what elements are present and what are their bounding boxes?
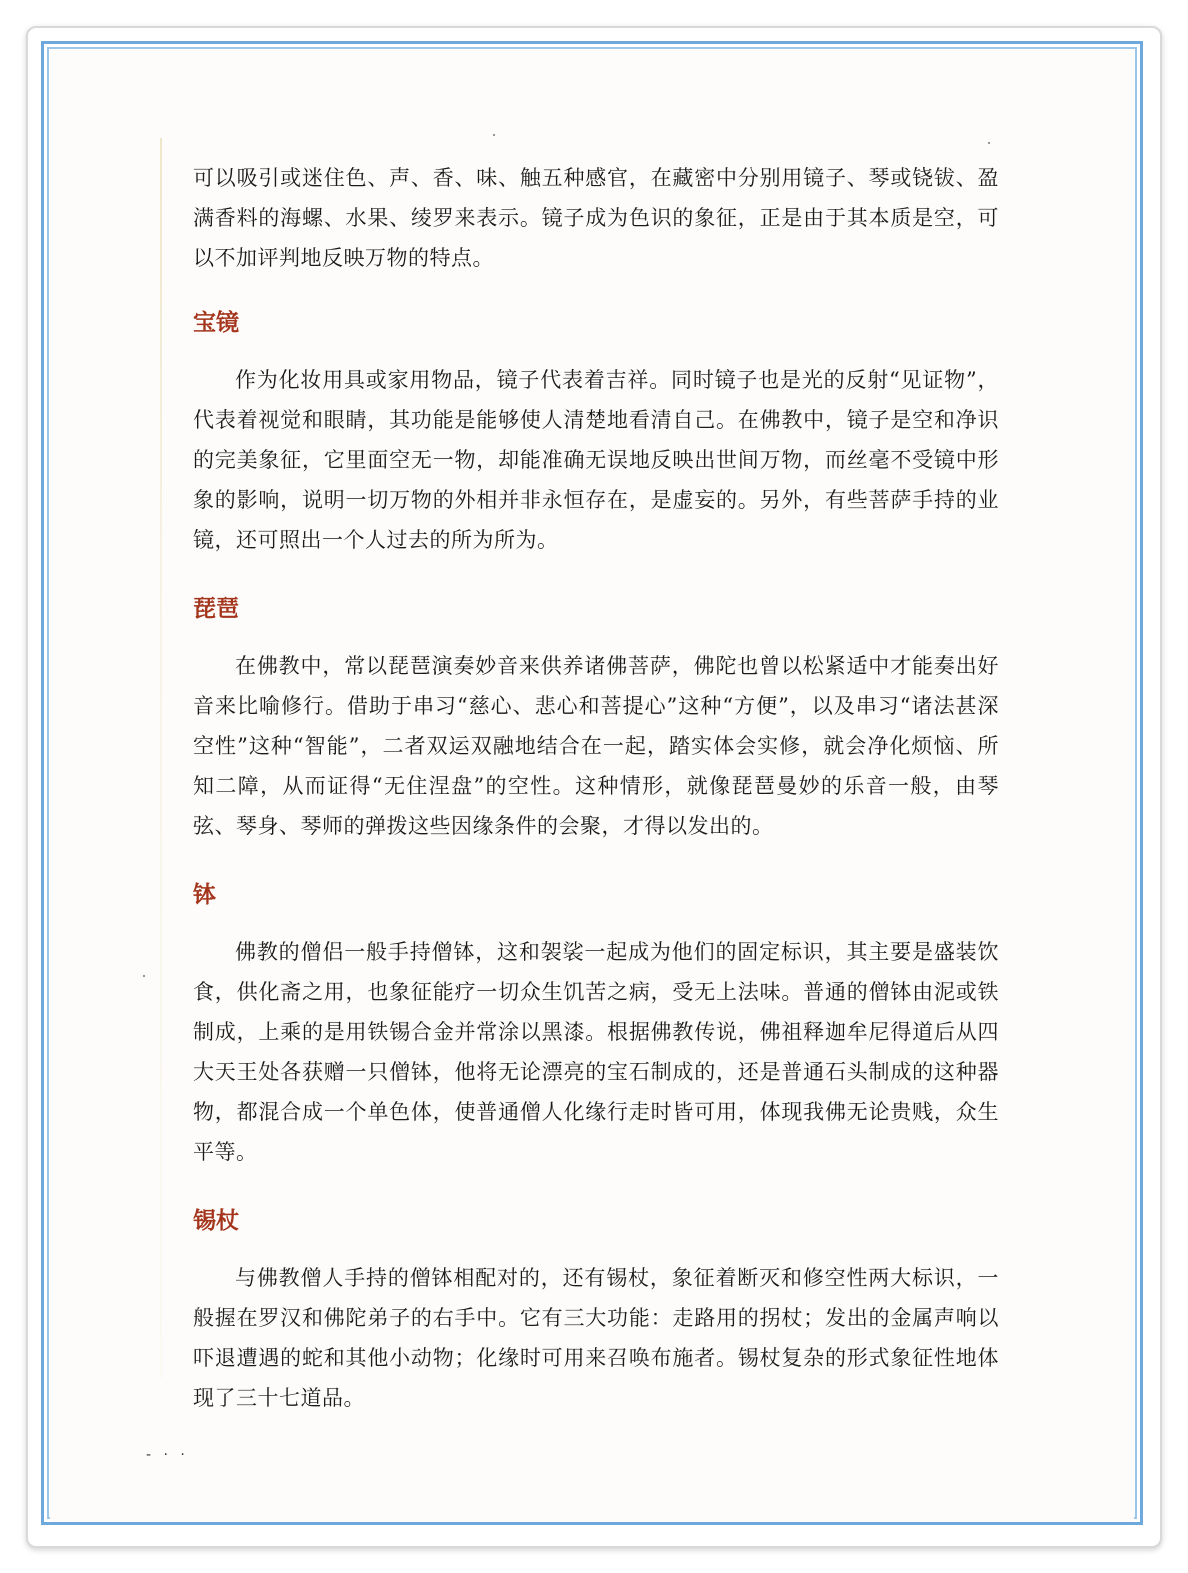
page-number-marker: - · · <box>146 1447 189 1463</box>
section-mirror <box>193 308 999 560</box>
section-khakkhara <box>193 1206 999 1418</box>
section-title: 钵 <box>193 882 216 908</box>
section-text: 与佛教僧人手持的僧钵相配对的，还有锡杖，象征着断灭和修空性两大标识，一般握在罗汉和佛陀弟子的右手中。它有三大功能：走路用的拐杖；发出的金属声响以吓退遭遇的蛇和其他小动物；化缘时可用来召唤布施者。锡杖复杂的形式象征性地体现了三十七道品。 <box>193 1266 999 1410</box>
section-text: 作为化妆用具或家用物品，镜子代表着吉祥。同时镜子也是光的反射“见证物”，代表着视觉和眼睛，其功能是能够使人清楚地看清自己。在佛教中，镜子是空和净识的完美象征，它里面空无一物，却能准确无误地反映出世间万物，而丝毫不受镜中形象的影响，说明一切万物的外相并非永恒存在，是虚妄的。另外，有些菩萨手持的业镜，还可照出一个人过去的所为所为。 <box>193 368 999 552</box>
page-content <box>193 158 999 1452</box>
scan-speck <box>988 142 990 144</box>
page-gutter-line <box>160 138 162 1378</box>
section-text: 在佛教中，常以琵琶演奏妙音来供养诸佛菩萨，佛陀也曾以松紧适中才能奏出好音来比喻修行。借助于串习“慈心、悲心和菩提心”这种“方便”，以及串习“诸法甚深空性”这种“智能”，二者双运双融地结合在一起，踏实体会实修，就会净化烦恼、所知二障，从而证得“无住涅盘”的空性。这种情形，就像琵琶曼妙的乐音一般，由琴弦、琴身、琴师的弹拨这些因缘条件的会聚，才得以发出的。 <box>193 654 999 838</box>
section-title: 锡杖 <box>193 1208 239 1234</box>
section-alms-bowl <box>193 880 999 1172</box>
scan-speck <box>143 975 145 977</box>
scan-speck <box>493 134 495 136</box>
section-pipa <box>193 594 999 846</box>
section-text: 佛教的僧侣一般手持僧钵，这和袈裟一起成为他们的固定标识，其主要是盛装饮食，供化斋之用，也象征能疗一切众生饥苦之病，受无上法味。普通的僧钵由泥或铁制成，上乘的是用铁锡合金并常涂以黑漆。根据佛教传说，佛祖释迦牟尼得道后从四大天王处各获赠一只僧钵，他将无论漂亮的宝石制成的，还是普通石头制成的这种器物，都混合成一个单色体，使普通僧人化缘行走时皆可用，体现我佛无论贵贱，众生平等。 <box>193 940 999 1164</box>
section-title: 宝镜 <box>193 310 239 336</box>
section-title: 琵琶 <box>193 596 239 622</box>
intro-paragraph: 可以吸引或迷住色、声、香、味、触五种感官，在藏密中分别用镜子、琴或铙钹、盈满香料的海螺、水果、绫罗来表示。镜子成为色识的象征，正是由于其本质是空，可以不加评判地反映万物的特点。 <box>193 166 999 270</box>
